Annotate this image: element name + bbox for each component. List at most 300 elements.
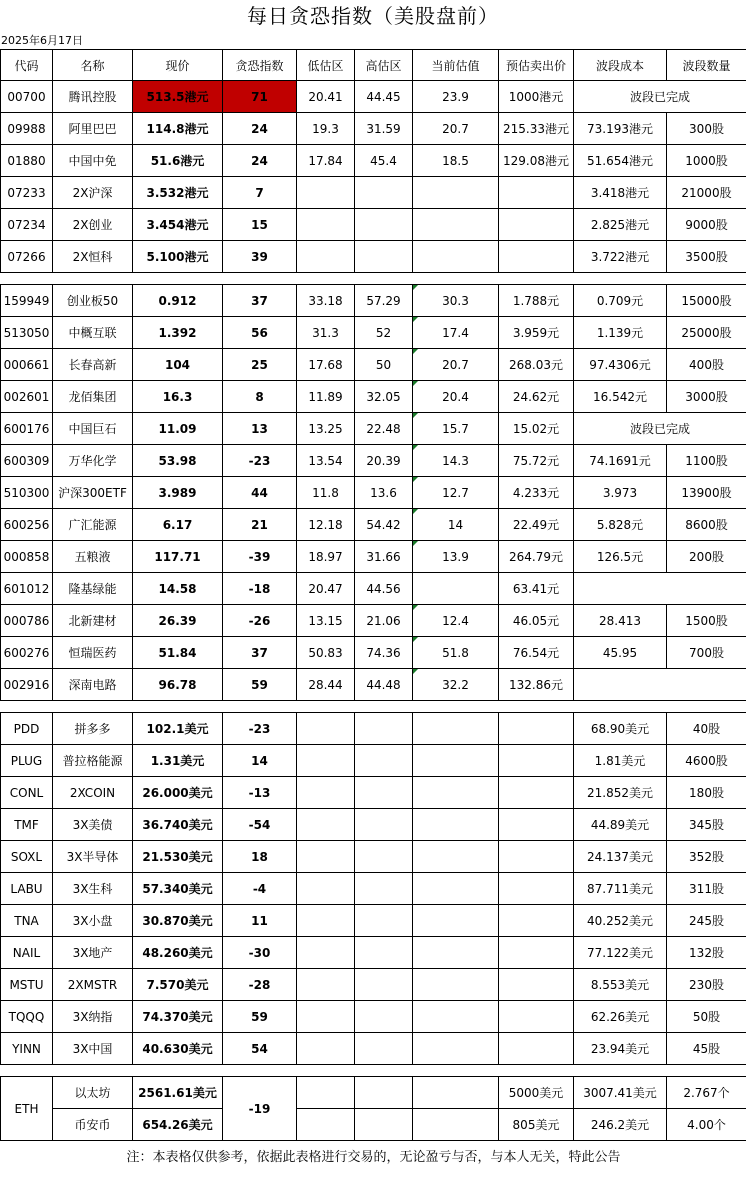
- current-valuation-cell: [413, 841, 499, 873]
- price-cell: 51.84: [133, 637, 223, 669]
- high-zone-cell: 50: [355, 349, 413, 381]
- swing-cost-cell: 23.94美元: [574, 1033, 667, 1065]
- high-zone-cell: 31.66: [355, 541, 413, 573]
- high-zone-cell: [355, 1109, 413, 1141]
- table-row: [1, 477, 746, 509]
- disclaimer-text: 注：本表格仅供参考，依据此表格进行交易的，无论盈亏与否，与本人无关，特此公告: [126, 1150, 621, 1165]
- current-valuation-cell: [413, 1033, 499, 1065]
- name-cell: 中概互联: [53, 317, 133, 349]
- fear-greed-index-cell: -26: [223, 605, 297, 637]
- fear-greed-index-cell: 25: [223, 349, 297, 381]
- section-spacer: [1, 1065, 746, 1077]
- code-cell: 159949: [1, 285, 53, 317]
- swing-quantity-cell: 132股: [667, 937, 746, 969]
- low-zone-cell: [297, 177, 355, 209]
- price-cell: 40.630美元: [133, 1033, 223, 1065]
- swing-cost-cell: [574, 669, 746, 701]
- name-cell: 3X中国: [53, 1033, 133, 1065]
- low-zone-cell: [297, 841, 355, 873]
- name-cell: 3X小盘: [53, 905, 133, 937]
- expected-sell-price-cell: 15.02元: [499, 413, 574, 445]
- low-zone-cell: [297, 937, 355, 969]
- name-cell: 2XCOIN: [53, 777, 133, 809]
- code-cell: 01880: [1, 145, 53, 177]
- swing-cost-cell: 24.137美元: [574, 841, 667, 873]
- fear-greed-index-cell: 21: [223, 509, 297, 541]
- high-zone-cell: [355, 1033, 413, 1065]
- current-valuation-cell: [413, 873, 499, 905]
- current-valuation-cell: [413, 777, 499, 809]
- code-cell: PLUG: [1, 745, 53, 777]
- expected-sell-price-cell: [499, 713, 574, 745]
- swing-quantity-cell: 400股: [667, 349, 746, 381]
- low-zone-cell: [297, 209, 355, 241]
- code-cell: 600176: [1, 413, 53, 445]
- low-zone-cell: 20.47: [297, 573, 355, 605]
- swing-cost-cell: 87.711美元: [574, 873, 667, 905]
- name-cell: 3X生科: [53, 873, 133, 905]
- name-cell: 普拉格能源: [53, 745, 133, 777]
- expected-sell-price-cell: [499, 777, 574, 809]
- page-title: 每日贪恐指数（美股盘前）: [247, 4, 499, 28]
- low-zone-cell: [297, 1001, 355, 1033]
- price-cell: 16.3: [133, 381, 223, 413]
- swing-quantity-cell: 3000股: [667, 381, 746, 413]
- name-cell: 2X恒科: [53, 241, 133, 273]
- expected-sell-price-cell: [499, 209, 574, 241]
- swing-cost-cell: 21.852美元: [574, 777, 667, 809]
- high-zone-cell: [355, 809, 413, 841]
- name-cell: 3X纳指: [53, 1001, 133, 1033]
- price-cell: 48.260美元: [133, 937, 223, 969]
- low-zone-cell: 13.25: [297, 413, 355, 445]
- high-zone-cell: [355, 713, 413, 745]
- price-cell: 1.31美元: [133, 745, 223, 777]
- header-current-valuation: 当前估值: [413, 50, 499, 81]
- price-cell: 3.454港元: [133, 209, 223, 241]
- current-valuation-cell: 20.7: [413, 113, 499, 145]
- high-zone-cell: [355, 177, 413, 209]
- swing-quantity-cell: 1100股: [667, 445, 746, 477]
- swing-cost-cell: 3.973: [574, 477, 667, 509]
- name-cell: 隆基绿能: [53, 573, 133, 605]
- table-row: [1, 841, 746, 873]
- name-cell: 拼多多: [53, 713, 133, 745]
- swing-cost-cell: 77.122美元: [574, 937, 667, 969]
- expected-sell-price-cell: 24.62元: [499, 381, 574, 413]
- name-cell: 中国巨石: [53, 413, 133, 445]
- high-zone-cell: 44.56: [355, 573, 413, 605]
- swing-cost-cell: 45.95: [574, 637, 667, 669]
- code-cell: 600276: [1, 637, 53, 669]
- swing-cost-cell: 5.828元: [574, 509, 667, 541]
- code-cell: PDD: [1, 713, 53, 745]
- price-cell: 26.000美元: [133, 777, 223, 809]
- table-row: [1, 541, 746, 573]
- fear-greed-index-cell: 13: [223, 413, 297, 445]
- low-zone-cell: [297, 1077, 355, 1109]
- code-cell: 600256: [1, 509, 53, 541]
- table-row: [1, 81, 746, 113]
- expected-sell-price-cell: 129.08港元: [499, 145, 574, 177]
- current-valuation-cell: [413, 1001, 499, 1033]
- disclaimer-row: [1, 1141, 746, 1171]
- header-low-zone: 低估区: [297, 50, 355, 81]
- current-valuation-cell: 20.4: [413, 381, 499, 413]
- price-cell: 14.58: [133, 573, 223, 605]
- low-zone-cell: 11.89: [297, 381, 355, 413]
- expected-sell-price-cell: 805美元: [499, 1109, 574, 1141]
- low-zone-cell: [297, 1033, 355, 1065]
- price-cell: 5.100港元: [133, 241, 223, 273]
- swing-quantity-cell: 13900股: [667, 477, 746, 509]
- current-valuation-cell: [413, 1109, 499, 1141]
- expected-sell-price-cell: [499, 241, 574, 273]
- swing-quantity-cell: 25000股: [667, 317, 746, 349]
- table-row: [1, 509, 746, 541]
- table-row: [1, 873, 746, 905]
- code-cell: CONL: [1, 777, 53, 809]
- fear-greed-index-cell: -39: [223, 541, 297, 573]
- table-row: [1, 445, 746, 477]
- code-cell: MSTU: [1, 969, 53, 1001]
- name-cell: 3X半导体: [53, 841, 133, 873]
- code-cell: 600309: [1, 445, 53, 477]
- expected-sell-price-cell: [499, 1001, 574, 1033]
- high-zone-cell: [355, 841, 413, 873]
- code-cell: SOXL: [1, 841, 53, 873]
- swing-cost-cell: 3007.41美元: [574, 1077, 667, 1109]
- low-zone-cell: 50.83: [297, 637, 355, 669]
- low-zone-cell: [297, 1109, 355, 1141]
- code-cell: 07233: [1, 177, 53, 209]
- swing-cost-cell: 74.1691元: [574, 445, 667, 477]
- current-valuation-cell: [413, 905, 499, 937]
- swing-quantity-cell: 1000股: [667, 145, 746, 177]
- swing-cost-cell: 28.413: [574, 605, 667, 637]
- swing-quantity-cell: 230股: [667, 969, 746, 1001]
- name-cell: 3X地产: [53, 937, 133, 969]
- fear-greed-index-cell: 24: [223, 113, 297, 145]
- code-cell: 510300: [1, 477, 53, 509]
- swing-quantity-cell: 50股: [667, 1001, 746, 1033]
- expected-sell-price-cell: [499, 873, 574, 905]
- swing-quantity-cell: 200股: [667, 541, 746, 573]
- swing-quantity-cell: 700股: [667, 637, 746, 669]
- low-zone-cell: [297, 809, 355, 841]
- low-zone-cell: 11.8: [297, 477, 355, 509]
- price-cell: 513.5港元: [133, 81, 223, 113]
- code-cell: 00700: [1, 81, 53, 113]
- price-cell: 21.530美元: [133, 841, 223, 873]
- header-swing-cost: 波段成本: [574, 50, 667, 81]
- name-cell: 腾讯控股: [53, 81, 133, 113]
- fear-greed-index-cell: 14: [223, 745, 297, 777]
- expected-sell-price-cell: 1.788元: [499, 285, 574, 317]
- high-zone-cell: [355, 777, 413, 809]
- name-cell: 万华化学: [53, 445, 133, 477]
- name-cell: 龙佰集团: [53, 381, 133, 413]
- swing-quantity-cell: 4.00个: [667, 1109, 746, 1141]
- swing-quantity-cell: 180股: [667, 777, 746, 809]
- swing-cost-cell: 0.709元: [574, 285, 667, 317]
- current-valuation-cell: 17.4: [413, 317, 499, 349]
- swing-cost-cell: 3.722港元: [574, 241, 667, 273]
- expected-sell-price-cell: [499, 177, 574, 209]
- expected-sell-price-cell: 5000美元: [499, 1077, 574, 1109]
- table-row: [1, 905, 746, 937]
- swing-cost-cell: 40.252美元: [574, 905, 667, 937]
- high-zone-cell: [355, 745, 413, 777]
- low-zone-cell: 17.84: [297, 145, 355, 177]
- expected-sell-price-cell: 1000港元: [499, 81, 574, 113]
- name-cell: 2X创业: [53, 209, 133, 241]
- header-fear-greed-index: 贪恐指数: [223, 50, 297, 81]
- table-row: [1, 1077, 746, 1109]
- expected-sell-price-cell: 4.233元: [499, 477, 574, 509]
- low-zone-cell: [297, 873, 355, 905]
- swing-cost-cell: 68.90美元: [574, 713, 667, 745]
- high-zone-cell: 32.05: [355, 381, 413, 413]
- code-cell: YINN: [1, 1033, 53, 1065]
- price-cell: 7.570美元: [133, 969, 223, 1001]
- name-cell: 2X沪深: [53, 177, 133, 209]
- swing-cost-cell: 1.81美元: [574, 745, 667, 777]
- swing-quantity-cell: 4600股: [667, 745, 746, 777]
- expected-sell-price-cell: 264.79元: [499, 541, 574, 573]
- code-cell: TQQQ: [1, 1001, 53, 1033]
- code-cell: 000786: [1, 605, 53, 637]
- section-spacer: [1, 701, 746, 713]
- price-cell: 1.392: [133, 317, 223, 349]
- report-date: 2025年6月17日: [1, 34, 83, 47]
- table-row: [1, 669, 746, 701]
- current-valuation-cell: [413, 573, 499, 605]
- swing-status-cell: 波段已完成: [574, 81, 746, 113]
- current-valuation-cell: 13.9: [413, 541, 499, 573]
- code-cell: LABU: [1, 873, 53, 905]
- swing-quantity-cell: 2.767个: [667, 1077, 746, 1109]
- swing-quantity-cell: 45股: [667, 1033, 746, 1065]
- expected-sell-price-cell: 215.33港元: [499, 113, 574, 145]
- name-cell: 以太坊: [53, 1077, 133, 1109]
- swing-quantity-cell: 352股: [667, 841, 746, 873]
- table-row: [1, 209, 746, 241]
- header-code: 代码: [1, 50, 53, 81]
- swing-quantity-cell: 15000股: [667, 285, 746, 317]
- swing-quantity-cell: 8600股: [667, 509, 746, 541]
- fear-greed-index-cell: -54: [223, 809, 297, 841]
- header-expected-sell-price: 预估卖出价: [499, 50, 574, 81]
- high-zone-cell: 54.42: [355, 509, 413, 541]
- name-cell: 2XMSTR: [53, 969, 133, 1001]
- fear-greed-index-cell: -18: [223, 573, 297, 605]
- fear-greed-index-cell: 7: [223, 177, 297, 209]
- table-row: [1, 241, 746, 273]
- current-valuation-cell: 51.8: [413, 637, 499, 669]
- table-row: [1, 713, 746, 745]
- table-row: [1, 573, 746, 605]
- table-row: [1, 349, 746, 381]
- low-zone-cell: 18.97: [297, 541, 355, 573]
- swing-quantity-cell: 311股: [667, 873, 746, 905]
- high-zone-cell: [355, 969, 413, 1001]
- code-cell: 000858: [1, 541, 53, 573]
- price-cell: 30.870美元: [133, 905, 223, 937]
- table-row: [1, 317, 746, 349]
- low-zone-cell: 20.41: [297, 81, 355, 113]
- fear-greed-index-cell: 59: [223, 1001, 297, 1033]
- fear-greed-index-cell: 54: [223, 1033, 297, 1065]
- swing-cost-cell: 8.553美元: [574, 969, 667, 1001]
- swing-cost-cell: 3.418港元: [574, 177, 667, 209]
- current-valuation-cell: [413, 937, 499, 969]
- fear-greed-index-cell: -19: [223, 1077, 297, 1141]
- current-valuation-cell: [413, 241, 499, 273]
- expected-sell-price-cell: 132.86元: [499, 669, 574, 701]
- table-row: [1, 637, 746, 669]
- code-cell: 513050: [1, 317, 53, 349]
- swing-cost-cell: 73.193港元: [574, 113, 667, 145]
- current-valuation-cell: 15.7: [413, 413, 499, 445]
- code-cell: 07234: [1, 209, 53, 241]
- fear-greed-table: [0, 49, 746, 1170]
- name-cell: 中国中免: [53, 145, 133, 177]
- table-row: [1, 937, 746, 969]
- low-zone-cell: [297, 713, 355, 745]
- price-cell: 114.8港元: [133, 113, 223, 145]
- price-cell: 654.26美元: [133, 1109, 223, 1141]
- price-cell: 26.39: [133, 605, 223, 637]
- low-zone-cell: 28.44: [297, 669, 355, 701]
- price-cell: 53.98: [133, 445, 223, 477]
- fear-greed-index-cell: -23: [223, 713, 297, 745]
- expected-sell-price-cell: 46.05元: [499, 605, 574, 637]
- current-valuation-cell: 14.3: [413, 445, 499, 477]
- section-spacer: [1, 273, 746, 285]
- swing-quantity-cell: 3500股: [667, 241, 746, 273]
- price-cell: 2561.61美元: [133, 1077, 223, 1109]
- table-row: [1, 1033, 746, 1065]
- table-row: [1, 605, 746, 637]
- expected-sell-price-cell: 76.54元: [499, 637, 574, 669]
- current-valuation-cell: 18.5: [413, 145, 499, 177]
- fear-greed-index-cell: 44: [223, 477, 297, 509]
- table-row: [1, 777, 746, 809]
- low-zone-cell: 19.3: [297, 113, 355, 145]
- high-zone-cell: [355, 209, 413, 241]
- fear-greed-index-cell: 71: [223, 81, 297, 113]
- swing-quantity-cell: 245股: [667, 905, 746, 937]
- low-zone-cell: 13.15: [297, 605, 355, 637]
- header-price: 现价: [133, 50, 223, 81]
- spacer-cell: [1, 701, 746, 713]
- swing-quantity-cell: 1500股: [667, 605, 746, 637]
- fear-greed-index-cell: -4: [223, 873, 297, 905]
- table-row: [1, 113, 746, 145]
- name-cell: 币安币: [53, 1109, 133, 1141]
- fear-greed-index-cell: 59: [223, 669, 297, 701]
- current-valuation-cell: 30.3: [413, 285, 499, 317]
- high-zone-cell: 57.29: [355, 285, 413, 317]
- expected-sell-price-cell: 63.41元: [499, 573, 574, 605]
- high-zone-cell: 22.48: [355, 413, 413, 445]
- code-cell: 09988: [1, 113, 53, 145]
- current-valuation-cell: 12.7: [413, 477, 499, 509]
- high-zone-cell: 13.6: [355, 477, 413, 509]
- header-name: 名称: [53, 50, 133, 81]
- price-cell: 57.340美元: [133, 873, 223, 905]
- low-zone-cell: [297, 969, 355, 1001]
- name-cell: 沪深300ETF: [53, 477, 133, 509]
- current-valuation-cell: [413, 809, 499, 841]
- swing-quantity-cell: 9000股: [667, 209, 746, 241]
- table-row: [1, 285, 746, 317]
- swing-quantity-cell: 345股: [667, 809, 746, 841]
- swing-cost-cell: 44.89美元: [574, 809, 667, 841]
- expected-sell-price-cell: [499, 905, 574, 937]
- spacer-cell: [1, 273, 746, 285]
- expected-sell-price-cell: [499, 1033, 574, 1065]
- current-valuation-cell: 12.4: [413, 605, 499, 637]
- swing-quantity-cell: 40股: [667, 713, 746, 745]
- high-zone-cell: 52: [355, 317, 413, 349]
- current-valuation-cell: 32.2: [413, 669, 499, 701]
- swing-cost-cell: [574, 573, 746, 605]
- spacer-cell: [1, 1065, 746, 1077]
- fear-greed-index-cell: 39: [223, 241, 297, 273]
- current-valuation-cell: [413, 713, 499, 745]
- high-zone-cell: [355, 937, 413, 969]
- price-cell: 102.1美元: [133, 713, 223, 745]
- expected-sell-price-cell: [499, 969, 574, 1001]
- high-zone-cell: [355, 1077, 413, 1109]
- fear-greed-index-cell: 37: [223, 285, 297, 317]
- high-zone-cell: 45.4: [355, 145, 413, 177]
- table-row: [1, 413, 746, 445]
- price-cell: 6.17: [133, 509, 223, 541]
- name-cell: 广汇能源: [53, 509, 133, 541]
- name-cell: 恒瑞医药: [53, 637, 133, 669]
- code-cell: ETH: [1, 1077, 53, 1141]
- fear-greed-index-cell: -28: [223, 969, 297, 1001]
- low-zone-cell: 13.54: [297, 445, 355, 477]
- expected-sell-price-cell: [499, 937, 574, 969]
- swing-cost-cell: 62.26美元: [574, 1001, 667, 1033]
- current-valuation-cell: [413, 209, 499, 241]
- current-valuation-cell: 23.9: [413, 81, 499, 113]
- low-zone-cell: [297, 777, 355, 809]
- current-valuation-cell: 14: [413, 509, 499, 541]
- fear-greed-index-cell: -30: [223, 937, 297, 969]
- fear-greed-index-cell: 37: [223, 637, 297, 669]
- price-cell: 3.989: [133, 477, 223, 509]
- name-cell: 阿里巴巴: [53, 113, 133, 145]
- price-cell: 117.71: [133, 541, 223, 573]
- price-cell: 104: [133, 349, 223, 381]
- swing-cost-cell: 246.2美元: [574, 1109, 667, 1141]
- low-zone-cell: [297, 745, 355, 777]
- price-cell: 3.532港元: [133, 177, 223, 209]
- swing-cost-cell: 126.5元: [574, 541, 667, 573]
- price-cell: 51.6港元: [133, 145, 223, 177]
- expected-sell-price-cell: [499, 841, 574, 873]
- low-zone-cell: [297, 905, 355, 937]
- table-row: [1, 145, 746, 177]
- fear-greed-index-cell: 56: [223, 317, 297, 349]
- current-valuation-cell: [413, 177, 499, 209]
- code-cell: 000661: [1, 349, 53, 381]
